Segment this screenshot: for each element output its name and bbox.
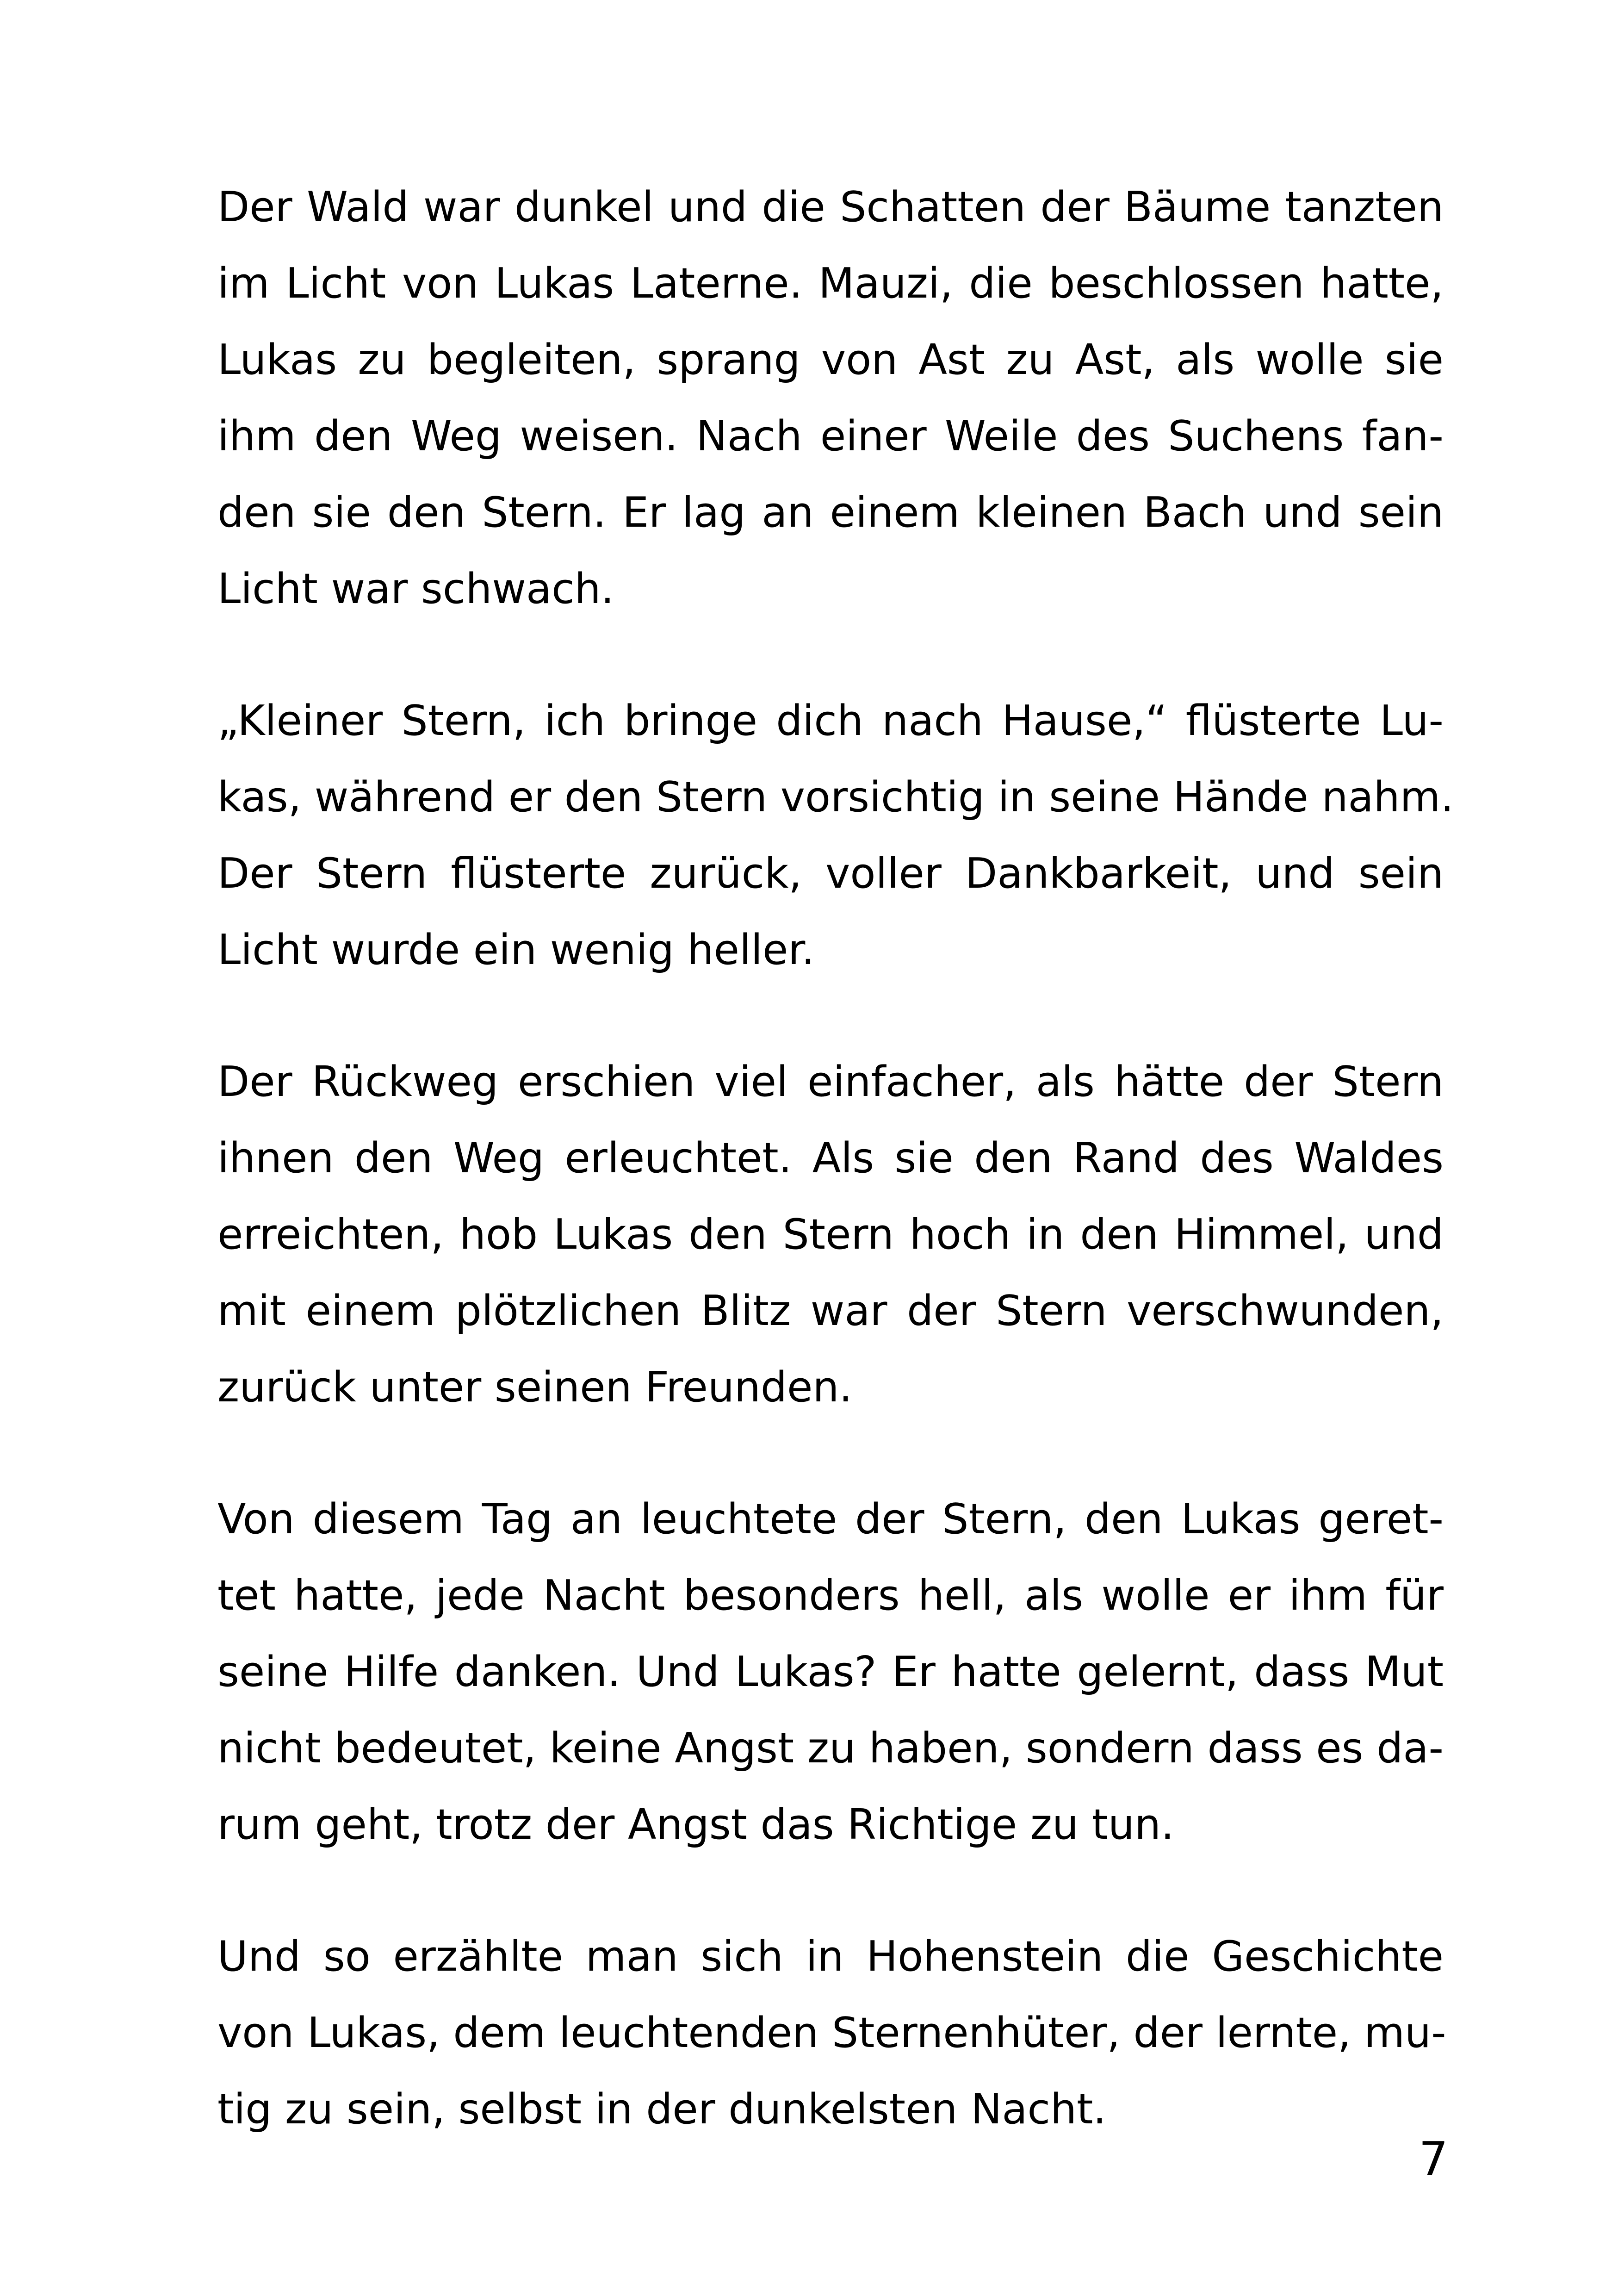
paragraph-1	[217, 169, 1444, 627]
text-line: Der Stern flüsterte zurück, voller Dankbarkeit, und sein	[217, 849, 1444, 898]
text-line: rum geht, trotz der Angst das Richtige zu tun.	[217, 1800, 1174, 1849]
text-line: den sie den Stern. Er lag an einem kleinen Bach und sein	[217, 488, 1444, 537]
paragraph-5	[217, 1918, 1444, 2147]
text-line: erreichten, hob Lukas den Stern hoch in den Himmel, und	[217, 1210, 1444, 1259]
story-text	[217, 169, 1454, 2203]
page-number: 7	[1419, 2132, 1448, 2186]
text-line: Und so erzählte man sich in Hohenstein die Geschichte	[217, 1932, 1444, 1981]
paragraph-2	[217, 683, 1454, 988]
text-line: Der Wald war dunkel und die Schatten der Bäume tanzten	[217, 183, 1444, 231]
text-line: Der Rückweg erschien viel einfacher, als hätte der Stern	[217, 1058, 1444, 1106]
paragraph-3	[217, 1044, 1444, 1425]
text-line: tig zu sein, selbst in der dunkelsten Nacht.	[217, 2085, 1106, 2134]
text-line: von Lukas, dem leuchtenden Sternenhüter, der lernte, mu-	[217, 2009, 1446, 2057]
text-line: mit einem plötzlichen Blitz war der Stern verschwunden,	[217, 1287, 1444, 1335]
text-line: Licht wurde ein wenig heller.	[217, 926, 815, 974]
text-line: Von diesem Tag an leuchtete der Stern, den Lukas geret-	[217, 1495, 1444, 1543]
text-line: Licht war schwach.	[217, 565, 614, 613]
text-line: im Licht von Lukas Laterne. Mauzi, die beschlossen hatte,	[217, 259, 1444, 308]
text-line: „Kleiner Stern, ich bringe dich nach Hause,“ flüsterte Lu-	[217, 697, 1444, 745]
text-line: ihnen den Weg erleuchtet. Als sie den Rand des Waldes	[217, 1134, 1444, 1182]
paragraph-4	[217, 1481, 1444, 1863]
text-line: Lukas zu begleiten, sprang von Ast zu Ast, als wolle sie	[217, 336, 1444, 384]
text-line: seine Hilfe danken. Und Lukas? Er hatte gelernt, dass Mut	[217, 1648, 1444, 1696]
text-line: zurück unter seinen Freunden.	[217, 1363, 853, 1412]
text-line: kas, während er den Stern vorsichtig in seine Hände nahm.	[217, 773, 1454, 821]
text-line: tet hatte, jede Nacht besonders hell, als wolle er ihm für	[217, 1571, 1444, 1620]
text-line: ihm den Weg weisen. Nach einer Weile des Suchens fan-	[217, 412, 1444, 460]
text-line: nicht bedeutet, keine Angst zu haben, sondern dass es da-	[217, 1724, 1444, 1773]
